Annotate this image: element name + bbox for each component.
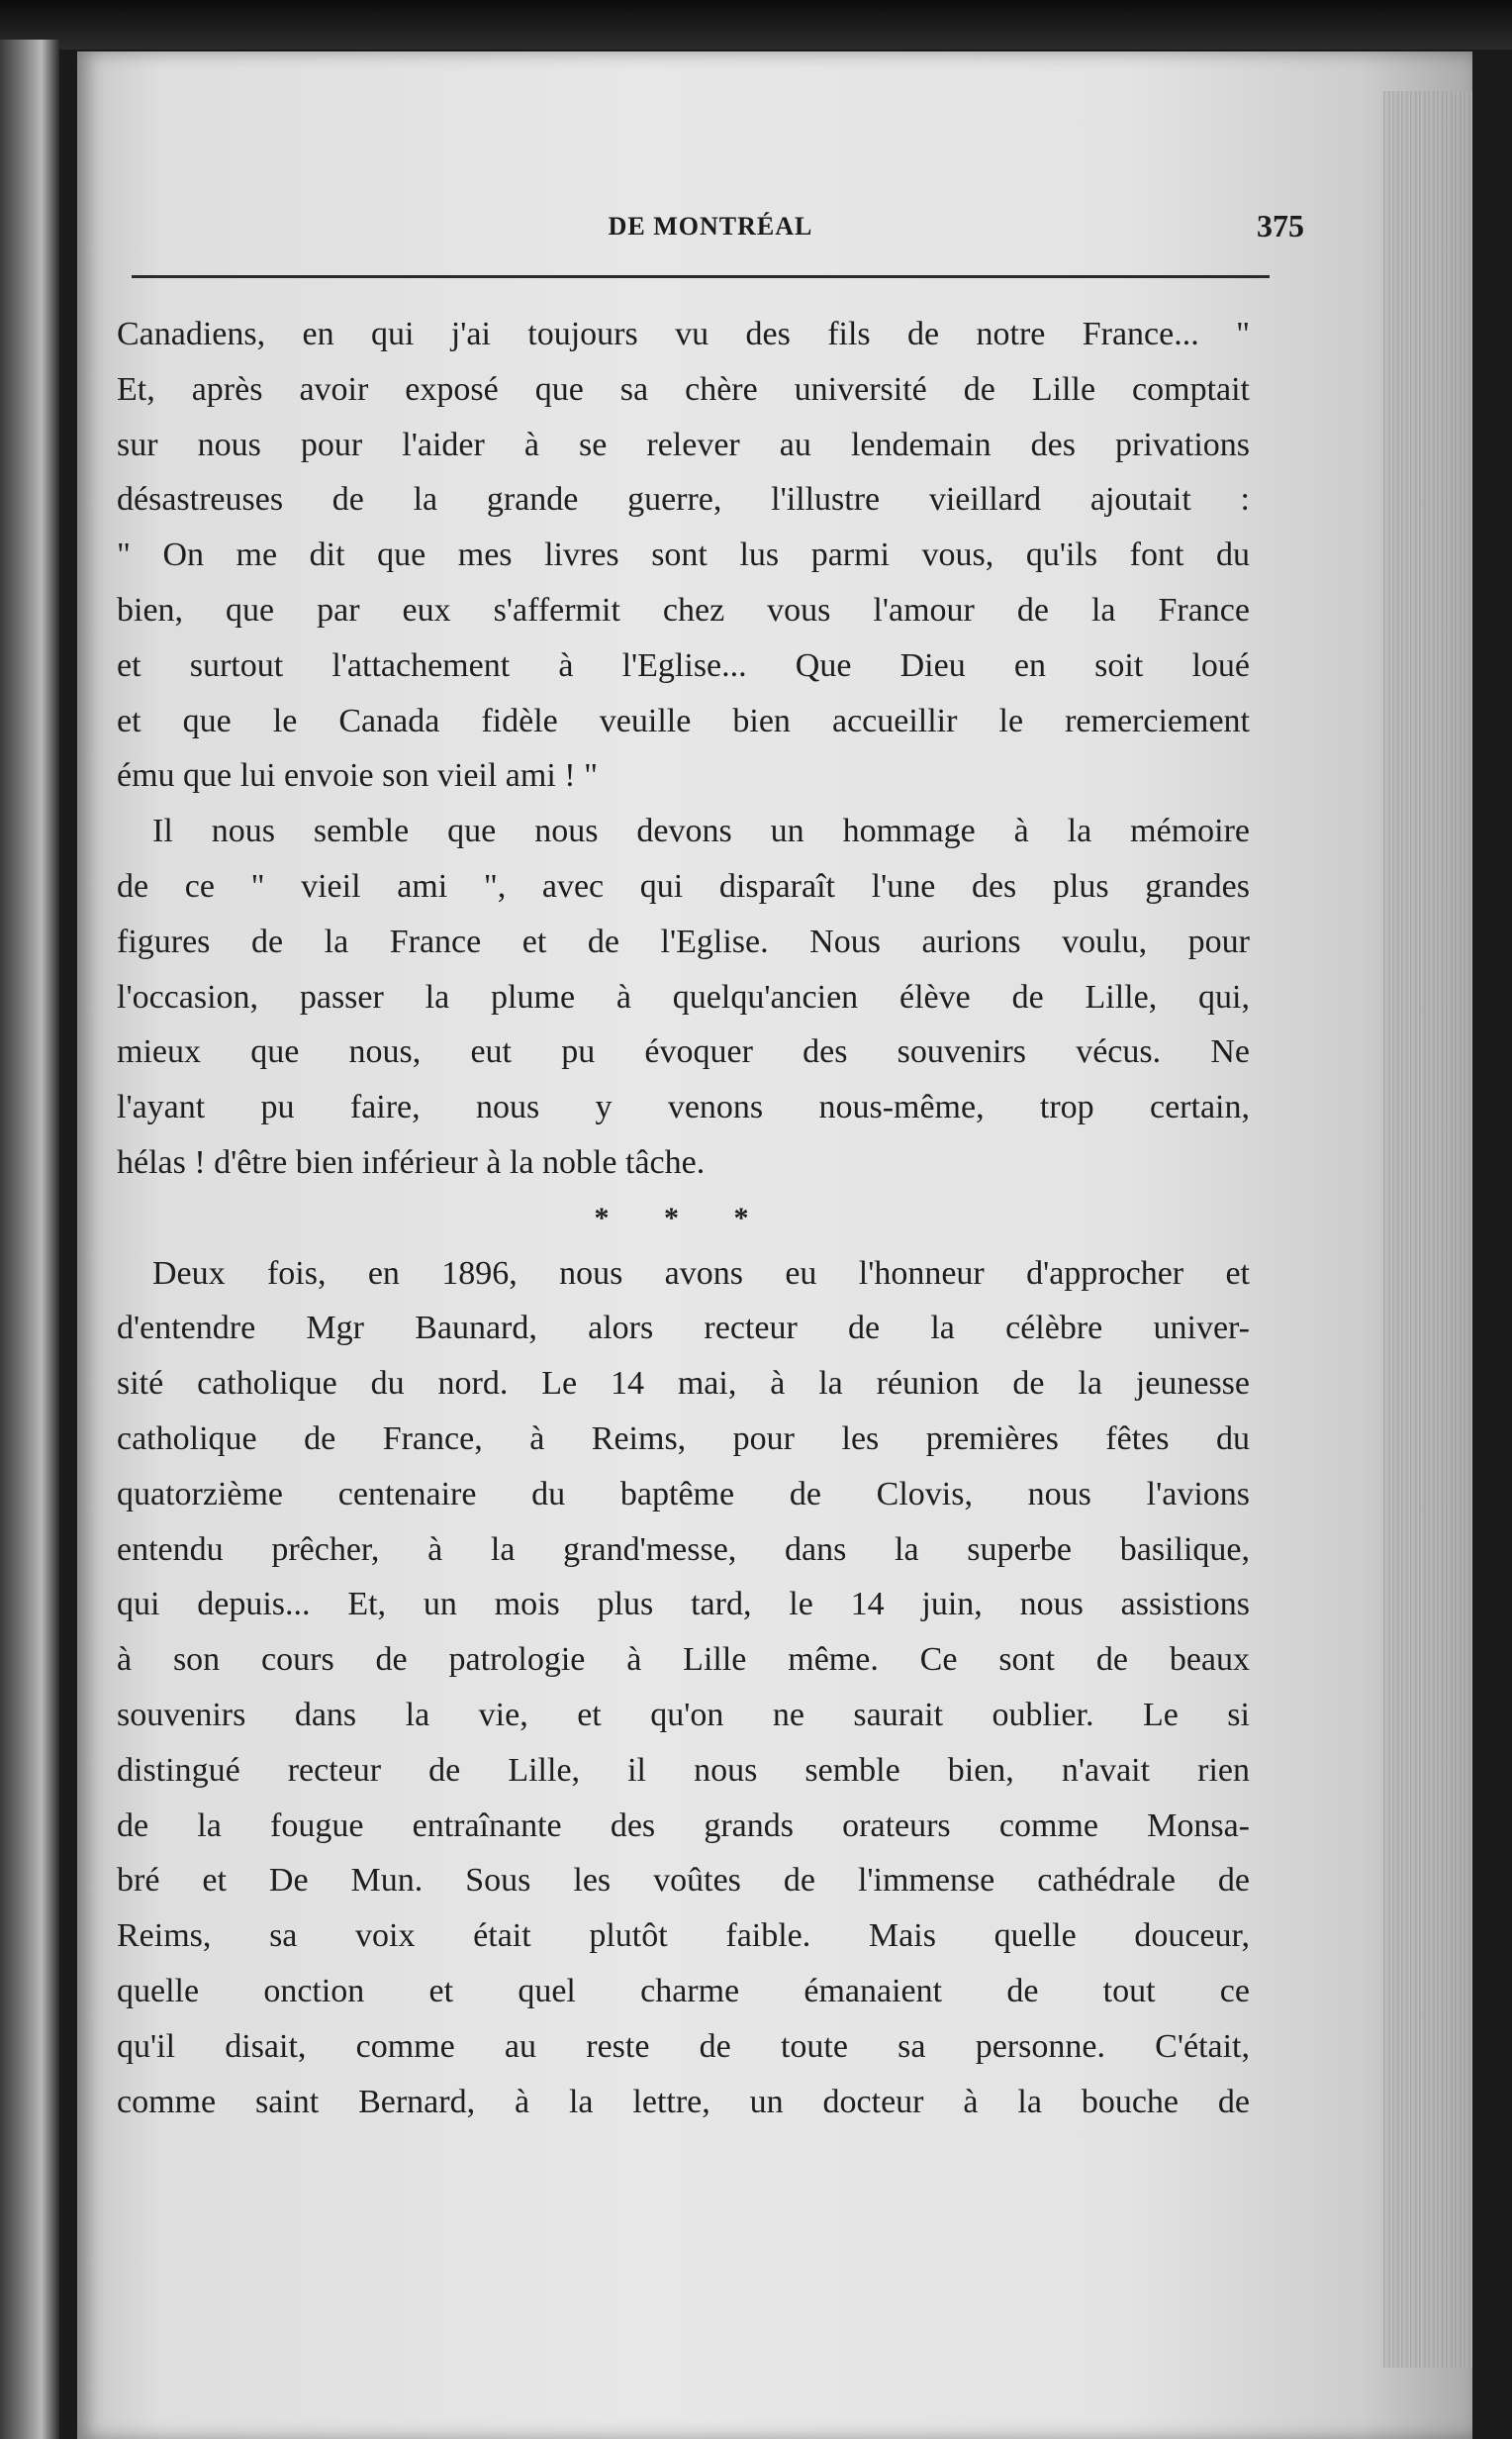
text-line: de ce " vieil ami ", avec qui disparaît l'une des plus grandes [117, 867, 1250, 905]
text-line: mieux que nous, eut pu évoquer des souvenirs vécus. Ne [117, 1033, 1250, 1071]
facing-page-edge [0, 40, 59, 2439]
text-line: qui depuis... Et, un mois plus tard, le 14 juin, nous assistions [117, 1586, 1250, 1623]
text-line: Canadiens, en qui j'ai toujours vu des fils de notre France... " [117, 316, 1250, 352]
body-text [117, 307, 1250, 2129]
text-line: comme saint Bernard, à la lettre, un docteur à la bouche de [117, 2083, 1250, 2120]
page-header [132, 200, 1304, 269]
text-line: qu'il disait, comme au reste de toute sa personne. C'était, [117, 2027, 1250, 2065]
text-line: d'entendre Mgr Baunard, alors recteur de la célèbre univer- [117, 1310, 1250, 1347]
text-line: à son cours de patrologie à Lille même. Ce sont de beaux [117, 1641, 1250, 1679]
text-line: bré et De Mun. Sous les voûtes de l'immense cathédrale de [117, 1862, 1250, 1900]
text-line: Il nous semble que nous devons un hommage à la mémoire [152, 813, 1250, 850]
section-separator: * * * [594, 1201, 773, 1234]
text-line: sur nous pour l'aider à se relever au lendemain des privations [117, 426, 1250, 463]
text-line: Et, après avoir exposé que sa chère université de Lille comptait [117, 370, 1250, 408]
book-page [77, 51, 1472, 2439]
text-line: ému que lui envoie son vieil ami ! " [117, 757, 598, 795]
text-line: entendu prêcher, à la grand'messe, dans la superbe basilique, [117, 1530, 1250, 1568]
text-line: quelle onction et quel charme émanaient de tout ce [117, 1972, 1250, 2009]
paragraph-1 [117, 307, 1250, 804]
text-line: quatorzième centenaire du baptême de Clovis, nous l'avions [117, 1475, 1250, 1512]
text-line: figures de la France et de l'Eglise. Nous aurions voulu, pour [117, 923, 1250, 960]
text-line: bien, que par eux s'affermit chez vous l'amour de la France [117, 591, 1250, 629]
text-line: " On me dit que mes livres sont lus parmi vous, qu'ils font du [117, 537, 1250, 574]
text-line: Deux fois, en 1896, nous avons eu l'honneur d'approcher et [152, 1254, 1250, 1292]
paragraph-2 [117, 804, 1250, 1191]
page-fore-edge [1383, 91, 1472, 2368]
text-line: souvenirs dans la vie, et qu'on ne saurait oublier. Le si [117, 1696, 1250, 1733]
header-rule [132, 275, 1270, 278]
text-line: sité catholique du nord. Le 14 mai, à la réunion de la jeunesse [117, 1365, 1250, 1403]
text-line: catholique de France, à Reims, pour les premières fêtes du [117, 1419, 1250, 1457]
text-line: l'occasion, passer la plume à quelqu'ancien élève de Lille, qui, [117, 978, 1250, 1016]
text-line: distingué recteur de Lille, il nous semble bien, n'avait rien [117, 1751, 1250, 1789]
running-title: DE MONTRÉAL [608, 212, 813, 241]
text-line: désastreuses de la grande guerre, l'illustre vieillard ajoutait : [117, 481, 1250, 519]
text-line: l'ayant pu faire, nous y venons nous-même, trop certain, [117, 1089, 1250, 1126]
paragraph-3 [117, 1246, 1250, 2130]
scanner-top-shadow [0, 0, 1512, 49]
page-number: 375 [1257, 208, 1304, 244]
text-line: hélas ! d'être bien inférieur à la noble tâche. [117, 1143, 706, 1181]
text-line: et que le Canada fidèle veuille bien accueillir le remerciement [117, 702, 1250, 739]
text-line: Reims, sa voix était plutôt faible. Mais quelle douceur, [117, 1917, 1250, 1955]
text-line: de la fougue entraînante des grands orateurs comme Monsa- [117, 1806, 1250, 1844]
text-line: et surtout l'attachement à l'Eglise... Que Dieu en soit loué [117, 646, 1250, 684]
